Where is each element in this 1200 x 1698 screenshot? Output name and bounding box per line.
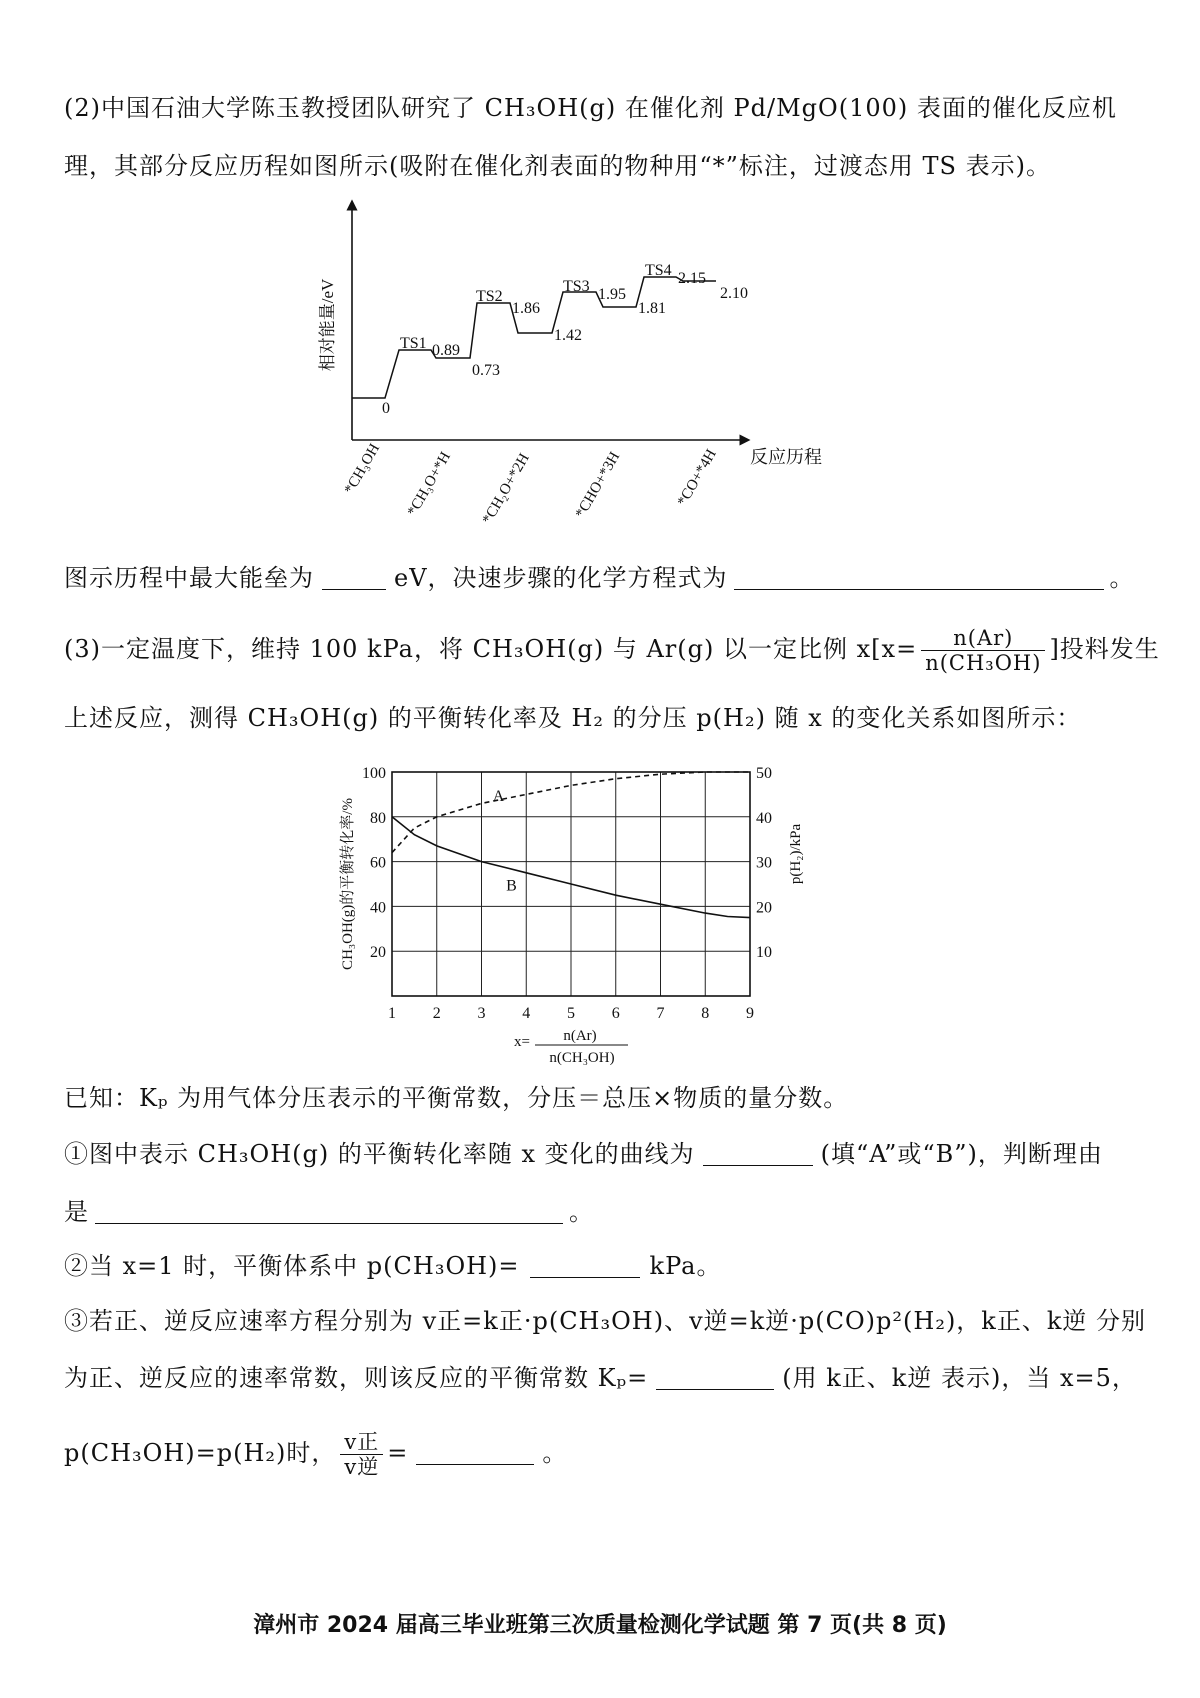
x-axis-label-prefix: x= (514, 1034, 530, 1050)
q2-end: 。 (1109, 564, 1135, 592)
y-tick-label: 80 (370, 809, 386, 827)
q3-line2: 上述反应，测得 CH₃OH(g) 的平衡转化率及 H₂ 的分压 p(H₂) 随 x 的变化关系如图所示： (64, 704, 1082, 732)
q3-3-line1: ③若正、逆反应速率方程分别为 v正=k正·p(CH₃OH)、v逆=k逆·p(CO)p²(H₂)，k正、k逆 分别 (64, 1307, 1147, 1335)
q3-1-line2-pre: 是 (64, 1198, 89, 1226)
species-label-2: *CH₃O+*H (404, 449, 455, 519)
conversion-chart (330, 752, 830, 1066)
q2-line1: (2)中国石油大学陈玉教授团队研究了 CH₃OH(g) 在催化剂 Pd/MgO(100) 表面的催化反应机 (64, 94, 1117, 122)
energy-value-2: 0.73 (472, 362, 500, 379)
q2-question-text: 图示历程中最大能垒为 (64, 564, 314, 592)
energy-value-7: 2.15 (678, 270, 706, 287)
ts-label-3: TS3 (563, 278, 590, 295)
q3-frac-den: n(CH₃OH) (925, 651, 1042, 675)
species-label-5: *CO+*4H (674, 446, 720, 509)
energy-diagram (300, 195, 860, 540)
q2-question-line (64, 562, 1135, 594)
q3-3-line2-pre: 为正、逆反应的速率常数，则该反应的平衡常数 Kₚ= (64, 1364, 649, 1392)
q3-3-line3 (64, 1430, 567, 1479)
y2-tick-label: 30 (756, 854, 772, 872)
x-tick-label: 5 (567, 1005, 575, 1022)
q3-1-line1-post: (填“A”或“B”)，判断理由 (820, 1140, 1103, 1168)
series-label-A: A (492, 788, 505, 806)
q3-line1 (64, 626, 1160, 675)
q3-2-line (64, 1250, 721, 1282)
q3-1-line1 (64, 1138, 1103, 1170)
page-footer: 漳州市 2024 届高三毕业班第三次质量检测化学试题 第 7 页(共 8 页) (253, 1613, 947, 1638)
y-tick-label: 40 (370, 899, 386, 917)
q3-1-line2-post: 。 (569, 1198, 594, 1226)
q3-frac-num: n(Ar) (921, 626, 1045, 651)
q3-1-line2 (64, 1196, 594, 1228)
q3-fraction (921, 626, 1045, 675)
ts-label-2: TS2 (476, 288, 503, 305)
y-tick-label: 60 (370, 854, 386, 872)
answer-blank-equation[interactable] (734, 565, 1104, 590)
energy-value-4: 1.42 (554, 327, 582, 344)
q3-line1-pre: (3)一定温度下，维持 100 kPa，将 CH₃OH(g) 与 Ar(g) 以一定比例 x[x= (64, 635, 918, 663)
x-tick-label: 6 (611, 1005, 620, 1022)
x-tick-label: 8 (701, 1005, 710, 1022)
rate-ratio-den: v逆 (344, 1455, 380, 1479)
energy-value-6: 1.81 (638, 300, 666, 317)
q3-3-line2 (64, 1362, 1137, 1394)
q2-unit-text: eV，决速步骤的化学方程式为 (394, 564, 728, 592)
x-tick-label: 3 (477, 1005, 486, 1022)
q3-3-line3-eq: = (387, 1439, 409, 1467)
x-axis-label-num: n(Ar) (563, 1028, 597, 1044)
y2-tick-label: 50 (756, 765, 772, 782)
rate-ratio-num: v正 (340, 1430, 383, 1455)
answer-blank-reason[interactable] (95, 1199, 563, 1224)
energy-value-8: 2.10 (720, 285, 748, 302)
q3-line1-post: ]投料发生 (1049, 635, 1160, 663)
q3-3-line3-post: 。 (542, 1439, 568, 1467)
q3-3-line3-pre: p(CH₃OH)=p(H₂)时， (64, 1439, 337, 1467)
series-label-B: B (506, 877, 517, 895)
answer-blank-barrier[interactable] (322, 565, 386, 590)
x-tick-label: 7 (656, 1005, 665, 1022)
q2-line2: 理，其部分反应历程如图所示(吸附在催化剂表面的物种用“*”标注，过渡态用 TS 表示)。 (64, 152, 1051, 180)
species-label-3: *CH₂O+*2H (479, 450, 533, 527)
y2-tick-label: 10 (756, 944, 772, 962)
energy-value-3: 1.86 (512, 300, 540, 317)
energy-value-0: 0 (382, 400, 390, 417)
energy-value-5: 1.95 (598, 286, 626, 303)
energy-value-1: 0.89 (432, 342, 460, 359)
y2-axis-label: p(H₂)/kPa (788, 823, 804, 885)
x-axis-label-den: n(CH₃OH) (549, 1050, 615, 1066)
q3-2-post: kPa。 (649, 1252, 722, 1280)
x-tick-label: 2 (432, 1005, 441, 1022)
answer-blank-pressure[interactable] (530, 1253, 640, 1278)
ts-label-4: TS4 (645, 262, 672, 279)
q3-2-pre: ②当 x=1 时，平衡体系中 p(CH₃OH)= (64, 1252, 520, 1280)
x-tick-label: 9 (746, 1005, 754, 1022)
answer-blank-curve[interactable] (703, 1141, 813, 1166)
known-line: 已知：Kₚ 为用气体分压表示的平衡常数，分压＝总压×物质的量分数。 (64, 1084, 849, 1112)
energy-xlabel: 反应历程 (750, 447, 822, 467)
y2-tick-label: 20 (756, 899, 772, 917)
y2-tick-label: 40 (756, 809, 772, 827)
y-axis-label: CH₃OH(g)的平衡转化率/% (340, 798, 356, 970)
species-label-1: *CH₃OH (341, 441, 384, 497)
species-label-4: *CHO+*3H (572, 449, 624, 521)
x-tick-label: 4 (522, 1005, 531, 1022)
q3-3-line2-post: (用 k正、k逆 表示)，当 x=5， (782, 1364, 1137, 1392)
energy-ylabel: 相对能量/eV (318, 278, 337, 372)
ts-label-1: TS1 (400, 335, 427, 352)
answer-blank-kp[interactable] (656, 1365, 774, 1390)
rate-ratio-fraction (340, 1430, 383, 1479)
y-tick-label: 100 (362, 765, 386, 782)
x-tick-label: 1 (388, 1005, 396, 1022)
y-tick-label: 20 (370, 944, 386, 962)
q3-1-line1-pre: ①图中表示 CH₃OH(g) 的平衡转化率随 x 变化的曲线为 (64, 1140, 695, 1168)
answer-blank-ratio[interactable] (416, 1440, 534, 1465)
